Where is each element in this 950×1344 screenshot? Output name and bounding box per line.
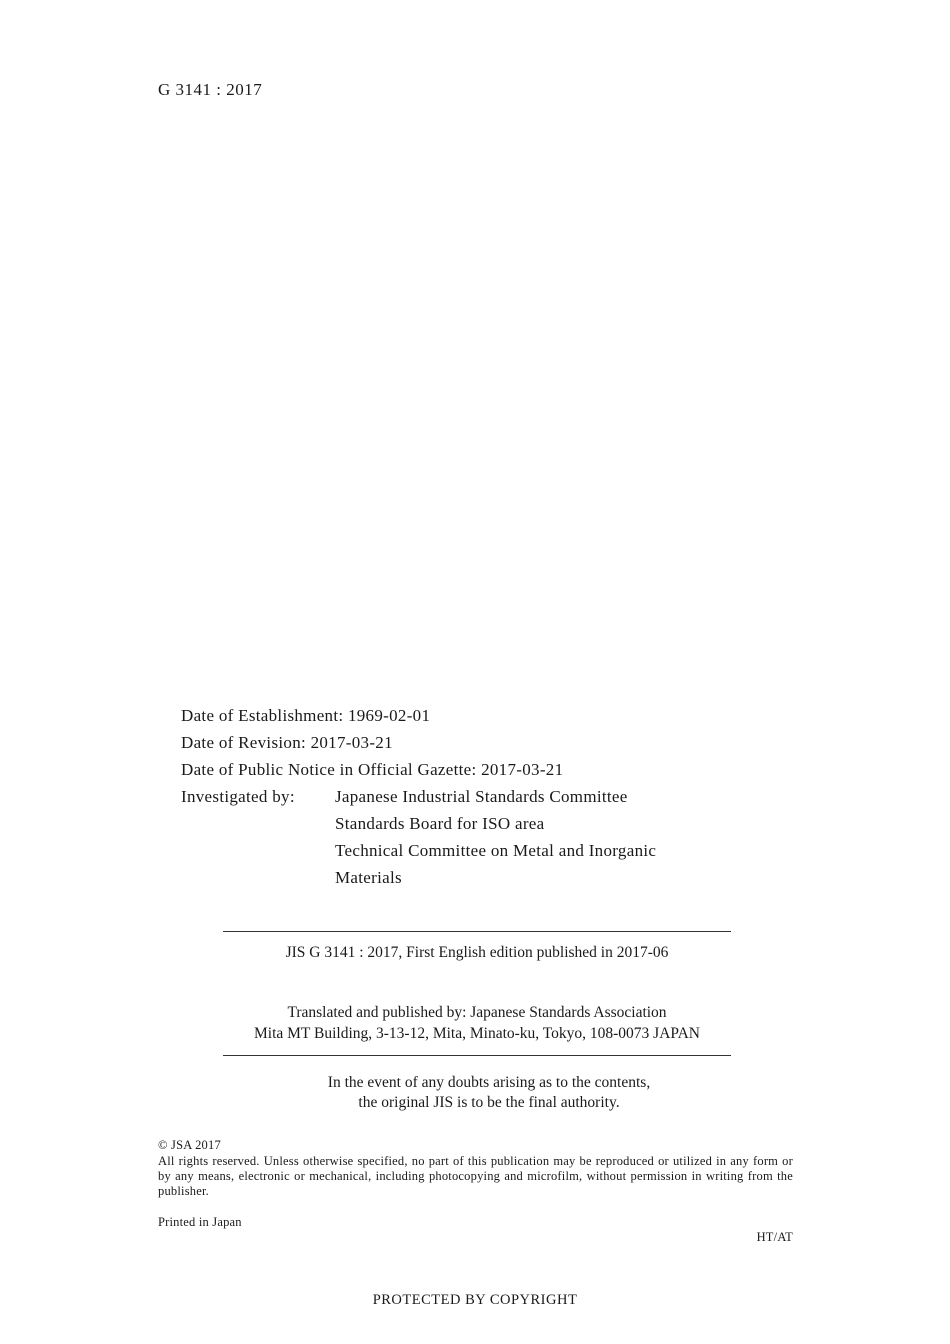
investigated-by-line: Materials xyxy=(335,868,402,887)
investigated-by-line: Standards Board for ISO area xyxy=(335,814,545,833)
copyright-mark: © JSA 2017 xyxy=(158,1138,221,1152)
authority-note-line: the original JIS is to be the final authority. xyxy=(358,1094,620,1111)
divider-top xyxy=(223,931,731,932)
document-code: G 3141 : 2017 xyxy=(158,80,263,99)
investigated-by-line: Japanese Industrial Standards Committee xyxy=(335,787,628,806)
protected-by-copyright: PROTECTED BY COPYRIGHT xyxy=(372,1292,578,1308)
investigated-by-line: Technical Committee on Metal and Inorganic xyxy=(335,841,657,860)
investigated-by-label: Investigated by: xyxy=(181,787,295,806)
publisher-line: Translated and published by: Japanese Standards Association xyxy=(287,1004,667,1021)
rights-statement: All rights reserved. Unless otherwise specified, no part of this publication may be reproduced or utilized in any form or by any means, electronic or mechanical, including photocopying and microfilm, without permission in writing from the publisher. xyxy=(158,1154,793,1198)
authority-note-line: In the event of any doubts arising as to the contents, xyxy=(327,1074,651,1091)
public-notice-date: Date of Public Notice in Official Gazette: 2017-03-21 xyxy=(181,760,564,779)
divider-bottom xyxy=(223,1055,731,1056)
edition-statement: JIS G 3141 : 2017, First English edition published in 2017-06 xyxy=(285,944,669,961)
establishment-date: Date of Establishment: 1969-02-01 xyxy=(181,706,431,725)
printed-in: Printed in Japan xyxy=(158,1215,242,1229)
initials: HT/AT xyxy=(756,1230,793,1244)
publisher-address: Mita MT Building, 3-13-12, Mita, Minato-ku, Tokyo, 108-0073 JAPAN xyxy=(254,1025,700,1042)
revision-date: Date of Revision: 2017-03-21 xyxy=(181,733,393,752)
